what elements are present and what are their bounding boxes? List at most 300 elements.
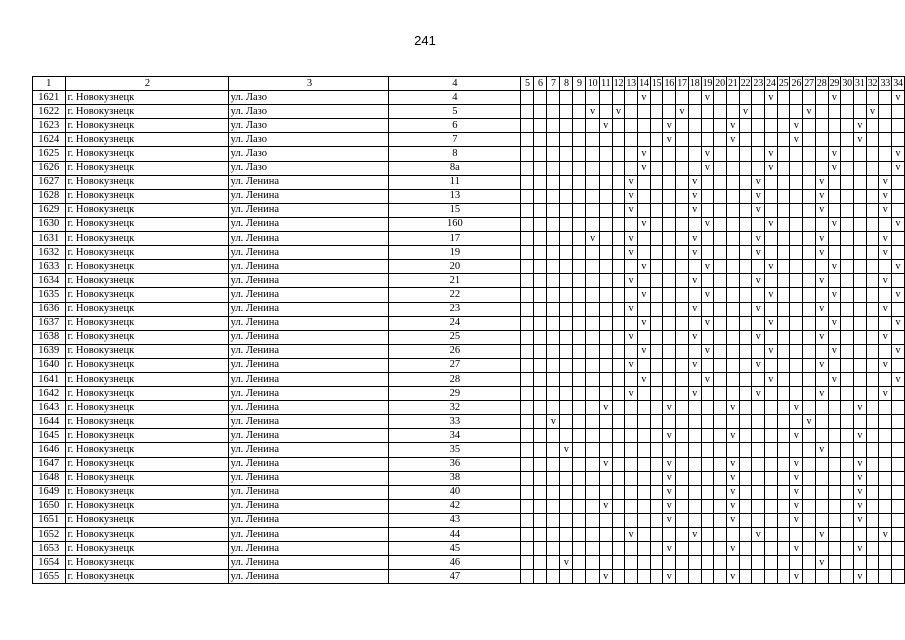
empty-cell bbox=[573, 372, 586, 386]
empty-cell bbox=[765, 330, 778, 344]
check-mark-cell: v bbox=[828, 147, 841, 161]
empty-cell bbox=[586, 415, 600, 429]
empty-cell bbox=[777, 387, 790, 401]
empty-cell bbox=[714, 387, 727, 401]
empty-cell bbox=[547, 246, 560, 260]
empty-cell bbox=[599, 485, 612, 499]
empty-cell bbox=[586, 485, 600, 499]
check-mark-cell: v bbox=[688, 232, 701, 246]
empty-cell bbox=[534, 401, 547, 415]
empty-cell bbox=[841, 260, 854, 274]
empty-cell bbox=[650, 203, 663, 217]
empty-cell bbox=[521, 401, 534, 415]
row-number-cell: 1640 bbox=[33, 358, 66, 372]
empty-cell bbox=[803, 401, 816, 415]
empty-cell bbox=[573, 485, 586, 499]
empty-cell bbox=[676, 499, 689, 513]
empty-cell bbox=[650, 401, 663, 415]
check-mark-cell: v bbox=[815, 443, 828, 457]
empty-cell bbox=[547, 217, 560, 231]
header-cell: 8 bbox=[560, 77, 573, 91]
empty-cell bbox=[726, 528, 739, 542]
empty-cell bbox=[521, 513, 534, 527]
empty-cell bbox=[714, 528, 727, 542]
empty-cell bbox=[586, 387, 600, 401]
empty-cell bbox=[521, 443, 534, 457]
row-number-cell: 1639 bbox=[33, 344, 66, 358]
empty-cell bbox=[534, 358, 547, 372]
empty-cell bbox=[828, 556, 841, 570]
empty-cell bbox=[879, 344, 892, 358]
empty-cell bbox=[790, 358, 803, 372]
check-mark-cell: v bbox=[815, 556, 828, 570]
empty-cell bbox=[625, 161, 638, 175]
check-mark-cell: v bbox=[828, 288, 841, 302]
row-number-cell: 1653 bbox=[33, 542, 66, 556]
empty-cell bbox=[892, 232, 905, 246]
empty-cell bbox=[650, 344, 663, 358]
check-mark-cell: v bbox=[815, 203, 828, 217]
empty-cell bbox=[612, 232, 625, 246]
empty-cell bbox=[739, 387, 752, 401]
empty-cell bbox=[534, 316, 547, 330]
header-cell: 30 bbox=[841, 77, 854, 91]
empty-cell bbox=[790, 288, 803, 302]
empty-cell bbox=[612, 485, 625, 499]
header-cell: 34 bbox=[892, 77, 905, 91]
empty-cell bbox=[777, 246, 790, 260]
empty-cell bbox=[752, 105, 765, 119]
empty-cell bbox=[586, 499, 600, 513]
empty-cell bbox=[866, 471, 879, 485]
check-mark-cell: v bbox=[625, 189, 638, 203]
empty-cell bbox=[879, 133, 892, 147]
empty-cell bbox=[841, 147, 854, 161]
check-mark-cell: v bbox=[625, 387, 638, 401]
check-mark-cell: v bbox=[853, 499, 866, 513]
empty-cell bbox=[676, 429, 689, 443]
empty-cell bbox=[777, 528, 790, 542]
empty-cell bbox=[841, 105, 854, 119]
check-mark-cell: v bbox=[879, 358, 892, 372]
check-mark-cell: v bbox=[599, 457, 612, 471]
empty-cell bbox=[853, 358, 866, 372]
empty-cell bbox=[714, 556, 727, 570]
empty-cell bbox=[573, 330, 586, 344]
empty-cell bbox=[841, 401, 854, 415]
empty-cell bbox=[560, 232, 573, 246]
header-cell: 12 bbox=[612, 77, 625, 91]
empty-cell bbox=[777, 401, 790, 415]
empty-cell bbox=[866, 260, 879, 274]
empty-cell bbox=[726, 91, 739, 105]
empty-cell bbox=[841, 415, 854, 429]
house-number-cell: 26 bbox=[389, 344, 521, 358]
empty-cell bbox=[765, 246, 778, 260]
empty-cell bbox=[625, 570, 638, 584]
empty-cell bbox=[612, 175, 625, 189]
check-mark-cell: v bbox=[701, 316, 714, 330]
empty-cell bbox=[638, 485, 651, 499]
empty-cell bbox=[765, 401, 778, 415]
empty-cell bbox=[521, 570, 534, 584]
empty-cell bbox=[612, 203, 625, 217]
empty-cell bbox=[841, 387, 854, 401]
empty-cell bbox=[777, 372, 790, 386]
check-mark-cell: v bbox=[790, 485, 803, 499]
empty-cell bbox=[866, 133, 879, 147]
empty-cell bbox=[560, 401, 573, 415]
check-mark-cell: v bbox=[688, 203, 701, 217]
house-number-cell: 19 bbox=[389, 246, 521, 260]
house-number-cell: 32 bbox=[389, 401, 521, 415]
empty-cell bbox=[866, 91, 879, 105]
house-number-cell: 8 bbox=[389, 147, 521, 161]
empty-cell bbox=[790, 203, 803, 217]
empty-cell bbox=[739, 570, 752, 584]
empty-cell bbox=[714, 274, 727, 288]
empty-cell bbox=[663, 316, 676, 330]
empty-cell bbox=[676, 556, 689, 570]
empty-cell bbox=[534, 429, 547, 443]
empty-cell bbox=[892, 429, 905, 443]
empty-cell bbox=[650, 330, 663, 344]
empty-cell bbox=[573, 443, 586, 457]
empty-cell bbox=[612, 542, 625, 556]
empty-cell bbox=[815, 415, 828, 429]
house-number-cell: 36 bbox=[389, 457, 521, 471]
empty-cell bbox=[625, 429, 638, 443]
empty-cell bbox=[739, 542, 752, 556]
check-mark-cell: v bbox=[599, 401, 612, 415]
check-mark-cell: v bbox=[765, 161, 778, 175]
check-mark-cell: v bbox=[726, 499, 739, 513]
empty-cell bbox=[726, 203, 739, 217]
empty-cell bbox=[765, 415, 778, 429]
empty-cell bbox=[892, 415, 905, 429]
check-mark-cell: v bbox=[752, 274, 765, 288]
empty-cell bbox=[879, 288, 892, 302]
header-cell: 29 bbox=[828, 77, 841, 91]
check-mark-cell: v bbox=[879, 232, 892, 246]
empty-cell bbox=[803, 358, 816, 372]
empty-cell bbox=[739, 147, 752, 161]
street-cell: ул. Ленина bbox=[228, 274, 389, 288]
empty-cell bbox=[752, 542, 765, 556]
empty-cell bbox=[521, 302, 534, 316]
check-mark-cell: v bbox=[560, 443, 573, 457]
empty-cell bbox=[790, 387, 803, 401]
empty-cell bbox=[726, 260, 739, 274]
empty-cell bbox=[765, 499, 778, 513]
row-number-cell: 1627 bbox=[33, 175, 66, 189]
empty-cell bbox=[777, 556, 790, 570]
empty-cell bbox=[521, 274, 534, 288]
table-row bbox=[33, 175, 905, 189]
row-number-cell: 1637 bbox=[33, 316, 66, 330]
street-cell: ул. Ленина bbox=[228, 260, 389, 274]
empty-cell bbox=[573, 203, 586, 217]
empty-cell bbox=[701, 274, 714, 288]
empty-cell bbox=[521, 372, 534, 386]
street-cell: ул. Ленина bbox=[228, 471, 389, 485]
house-number-cell: 27 bbox=[389, 358, 521, 372]
empty-cell bbox=[701, 203, 714, 217]
empty-cell bbox=[599, 443, 612, 457]
check-mark-cell: v bbox=[663, 401, 676, 415]
check-mark-cell: v bbox=[892, 91, 905, 105]
header-cell: 13 bbox=[625, 77, 638, 91]
check-mark-cell: v bbox=[688, 358, 701, 372]
empty-cell bbox=[599, 147, 612, 161]
empty-cell bbox=[625, 147, 638, 161]
empty-cell bbox=[599, 316, 612, 330]
check-mark-cell: v bbox=[688, 189, 701, 203]
check-mark-cell: v bbox=[790, 513, 803, 527]
empty-cell bbox=[714, 147, 727, 161]
empty-cell bbox=[777, 415, 790, 429]
empty-cell bbox=[663, 91, 676, 105]
street-cell: ул. Лазо bbox=[228, 147, 389, 161]
check-mark-cell: v bbox=[701, 288, 714, 302]
check-mark-cell: v bbox=[752, 189, 765, 203]
empty-cell bbox=[573, 274, 586, 288]
empty-cell bbox=[879, 91, 892, 105]
check-mark-cell: v bbox=[752, 175, 765, 189]
check-mark-cell: v bbox=[790, 457, 803, 471]
empty-cell bbox=[892, 203, 905, 217]
empty-cell bbox=[739, 513, 752, 527]
row-number-cell: 1655 bbox=[33, 570, 66, 584]
check-mark-cell: v bbox=[625, 246, 638, 260]
empty-cell bbox=[688, 260, 701, 274]
empty-cell bbox=[828, 274, 841, 288]
empty-cell bbox=[612, 133, 625, 147]
empty-cell bbox=[752, 556, 765, 570]
empty-cell bbox=[879, 570, 892, 584]
empty-cell bbox=[688, 556, 701, 570]
empty-cell bbox=[726, 189, 739, 203]
city-cell: г. Новокузнецк bbox=[65, 372, 228, 386]
empty-cell bbox=[714, 189, 727, 203]
empty-cell bbox=[612, 570, 625, 584]
empty-cell bbox=[841, 358, 854, 372]
empty-cell bbox=[803, 288, 816, 302]
empty-cell bbox=[701, 471, 714, 485]
empty-cell bbox=[612, 288, 625, 302]
empty-cell bbox=[547, 330, 560, 344]
empty-cell bbox=[815, 485, 828, 499]
check-mark-cell: v bbox=[676, 105, 689, 119]
table-row bbox=[33, 429, 905, 443]
header-row bbox=[33, 77, 905, 91]
empty-cell bbox=[650, 499, 663, 513]
check-mark-cell: v bbox=[803, 415, 816, 429]
empty-cell bbox=[726, 175, 739, 189]
empty-cell bbox=[676, 387, 689, 401]
empty-cell bbox=[534, 161, 547, 175]
check-mark-cell: v bbox=[547, 415, 560, 429]
empty-cell bbox=[841, 513, 854, 527]
row-number-cell: 1630 bbox=[33, 217, 66, 231]
empty-cell bbox=[521, 415, 534, 429]
empty-cell bbox=[777, 260, 790, 274]
empty-cell bbox=[879, 316, 892, 330]
empty-cell bbox=[752, 457, 765, 471]
empty-cell bbox=[866, 556, 879, 570]
empty-cell bbox=[726, 387, 739, 401]
street-cell: ул. Ленина bbox=[228, 499, 389, 513]
header-cell: 1 bbox=[33, 77, 66, 91]
empty-cell bbox=[599, 91, 612, 105]
empty-cell bbox=[739, 302, 752, 316]
empty-cell bbox=[676, 344, 689, 358]
check-mark-cell: v bbox=[688, 528, 701, 542]
empty-cell bbox=[560, 147, 573, 161]
empty-cell bbox=[521, 542, 534, 556]
check-mark-cell: v bbox=[638, 372, 651, 386]
empty-cell bbox=[586, 542, 600, 556]
check-mark-cell: v bbox=[638, 288, 651, 302]
house-number-cell: 6 bbox=[389, 119, 521, 133]
empty-cell bbox=[586, 457, 600, 471]
empty-cell bbox=[573, 415, 586, 429]
empty-cell bbox=[599, 513, 612, 527]
empty-cell bbox=[688, 217, 701, 231]
empty-cell bbox=[803, 161, 816, 175]
empty-cell bbox=[688, 119, 701, 133]
empty-cell bbox=[534, 330, 547, 344]
empty-cell bbox=[638, 330, 651, 344]
empty-cell bbox=[534, 232, 547, 246]
empty-cell bbox=[714, 288, 727, 302]
empty-cell bbox=[752, 316, 765, 330]
empty-cell bbox=[638, 401, 651, 415]
empty-cell bbox=[815, 217, 828, 231]
empty-cell bbox=[790, 443, 803, 457]
empty-cell bbox=[777, 189, 790, 203]
check-mark-cell: v bbox=[892, 260, 905, 274]
empty-cell bbox=[739, 457, 752, 471]
empty-cell bbox=[841, 372, 854, 386]
empty-cell bbox=[586, 274, 600, 288]
empty-cell bbox=[599, 260, 612, 274]
empty-cell bbox=[828, 485, 841, 499]
check-mark-cell: v bbox=[790, 401, 803, 415]
empty-cell bbox=[625, 556, 638, 570]
empty-cell bbox=[663, 232, 676, 246]
empty-cell bbox=[701, 485, 714, 499]
empty-cell bbox=[739, 133, 752, 147]
empty-cell bbox=[547, 429, 560, 443]
empty-cell bbox=[612, 443, 625, 457]
empty-cell bbox=[739, 246, 752, 260]
check-mark-cell: v bbox=[828, 316, 841, 330]
empty-cell bbox=[892, 105, 905, 119]
street-cell: ул. Ленина bbox=[228, 189, 389, 203]
header-cell: 19 bbox=[701, 77, 714, 91]
empty-cell bbox=[866, 415, 879, 429]
empty-cell bbox=[573, 147, 586, 161]
empty-cell bbox=[879, 161, 892, 175]
house-number-cell: 33 bbox=[389, 415, 521, 429]
empty-cell bbox=[625, 471, 638, 485]
check-mark-cell: v bbox=[828, 260, 841, 274]
empty-cell bbox=[573, 189, 586, 203]
empty-cell bbox=[892, 570, 905, 584]
check-mark-cell: v bbox=[828, 344, 841, 358]
empty-cell bbox=[853, 302, 866, 316]
empty-cell bbox=[560, 542, 573, 556]
house-number-cell: 13 bbox=[389, 189, 521, 203]
empty-cell bbox=[676, 147, 689, 161]
empty-cell bbox=[521, 217, 534, 231]
empty-cell bbox=[714, 429, 727, 443]
table-row bbox=[33, 344, 905, 358]
table-row bbox=[33, 161, 905, 175]
row-number-cell: 1622 bbox=[33, 105, 66, 119]
empty-cell bbox=[612, 274, 625, 288]
empty-cell bbox=[841, 274, 854, 288]
empty-cell bbox=[521, 330, 534, 344]
empty-cell bbox=[688, 147, 701, 161]
empty-cell bbox=[841, 330, 854, 344]
empty-cell bbox=[676, 570, 689, 584]
check-mark-cell: v bbox=[892, 372, 905, 386]
empty-cell bbox=[726, 246, 739, 260]
empty-cell bbox=[534, 443, 547, 457]
city-cell: г. Новокузнецк bbox=[65, 288, 228, 302]
empty-cell bbox=[714, 260, 727, 274]
check-mark-cell: v bbox=[625, 302, 638, 316]
street-cell: ул. Ленина bbox=[228, 528, 389, 542]
house-number-cell: 20 bbox=[389, 260, 521, 274]
empty-cell bbox=[879, 542, 892, 556]
empty-cell bbox=[650, 232, 663, 246]
page-number: 241 bbox=[414, 33, 436, 48]
empty-cell bbox=[752, 443, 765, 457]
row-number-cell: 1651 bbox=[33, 513, 66, 527]
street-cell: ул. Ленина bbox=[228, 542, 389, 556]
empty-cell bbox=[765, 232, 778, 246]
empty-cell bbox=[560, 217, 573, 231]
empty-cell bbox=[612, 316, 625, 330]
empty-cell bbox=[560, 570, 573, 584]
empty-cell bbox=[650, 556, 663, 570]
empty-cell bbox=[815, 457, 828, 471]
empty-cell bbox=[586, 556, 600, 570]
table-row bbox=[33, 91, 905, 105]
row-number-cell: 1650 bbox=[33, 499, 66, 513]
empty-cell bbox=[638, 232, 651, 246]
empty-cell bbox=[560, 316, 573, 330]
empty-cell bbox=[803, 542, 816, 556]
check-mark-cell: v bbox=[765, 288, 778, 302]
empty-cell bbox=[726, 443, 739, 457]
row-number-cell: 1628 bbox=[33, 189, 66, 203]
empty-cell bbox=[803, 203, 816, 217]
empty-cell bbox=[586, 91, 600, 105]
street-cell: ул. Ленина bbox=[228, 513, 389, 527]
empty-cell bbox=[560, 119, 573, 133]
empty-cell bbox=[638, 358, 651, 372]
empty-cell bbox=[866, 344, 879, 358]
empty-cell bbox=[752, 415, 765, 429]
empty-cell bbox=[625, 513, 638, 527]
empty-cell bbox=[534, 542, 547, 556]
empty-cell bbox=[586, 344, 600, 358]
check-mark-cell: v bbox=[752, 358, 765, 372]
